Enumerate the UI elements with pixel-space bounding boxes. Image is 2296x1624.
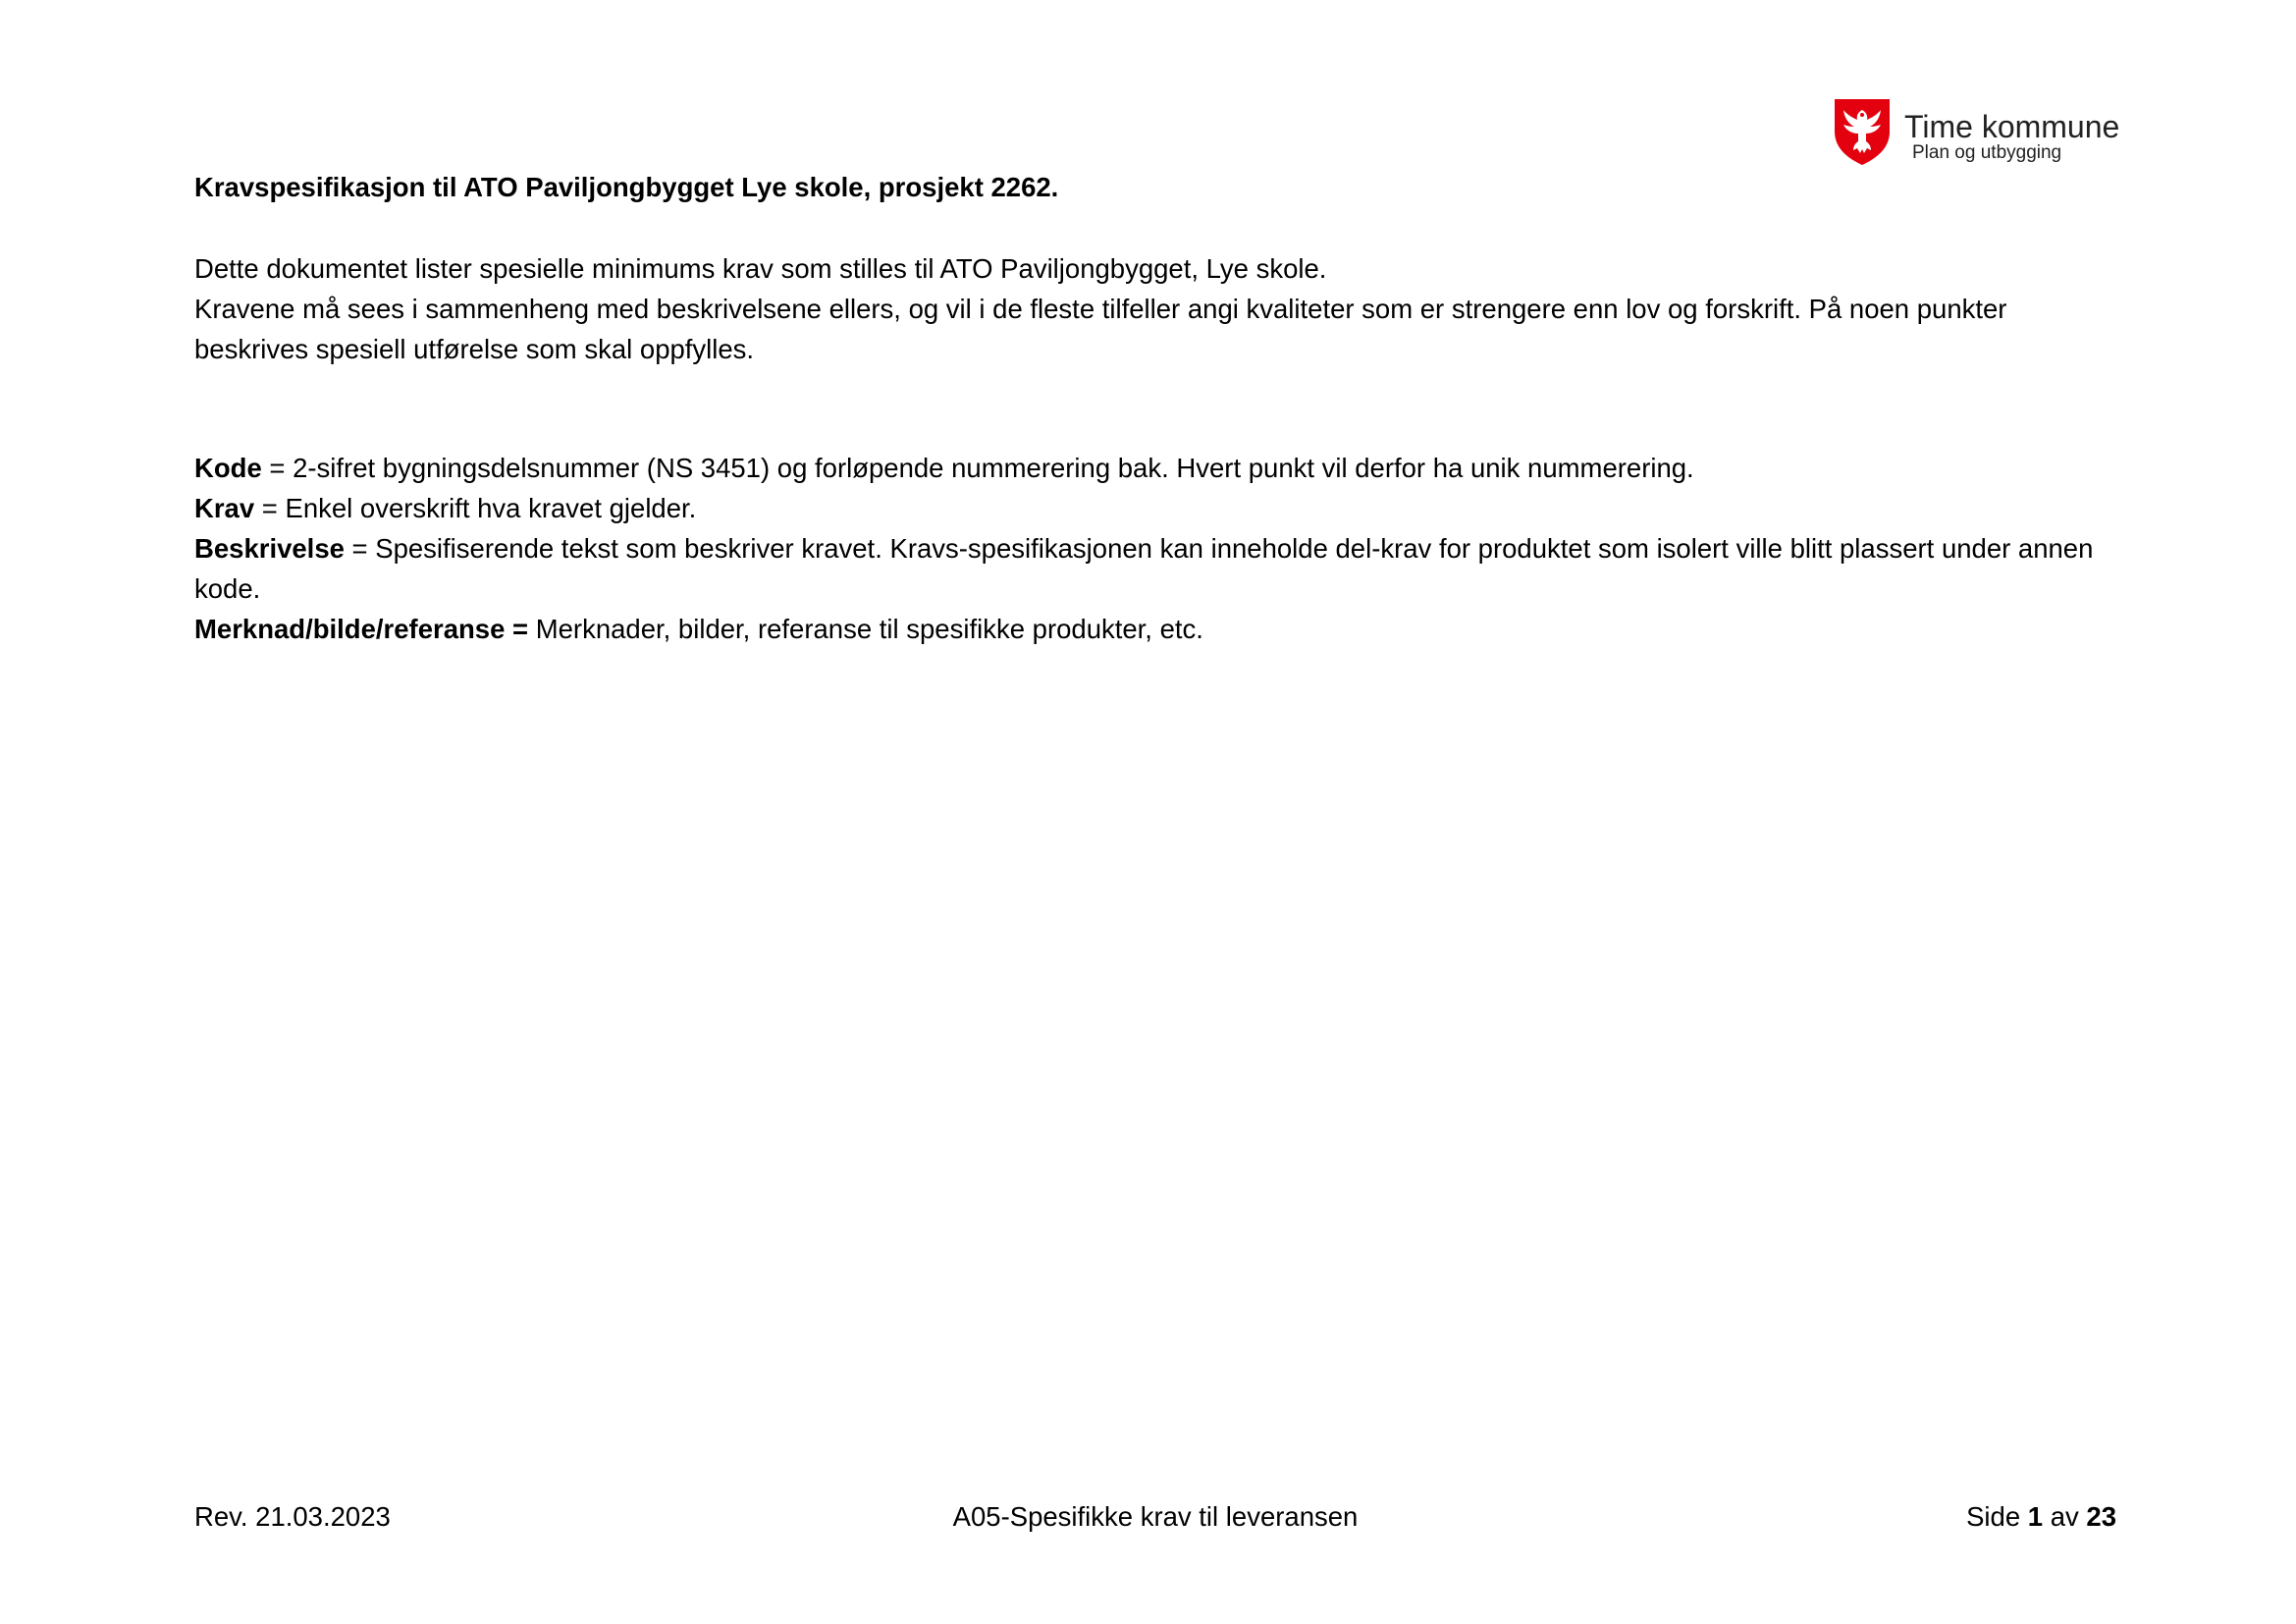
intro-paragraph-1: Dette dokumentet lister spesielle minimums krav som stilles til ATO Paviljongbygget, Lye skole. xyxy=(194,253,1327,284)
page-prefix: Side xyxy=(1966,1501,2028,1532)
page-current: 1 xyxy=(2027,1501,2044,1532)
footer-document-name: A05-Spesifikke krav til leveransen xyxy=(952,1501,1359,1532)
definition-term: Merknad/bilde/referanse = xyxy=(194,614,529,644)
definition-term: Krav xyxy=(194,493,255,523)
page-footer xyxy=(194,1496,2116,1537)
logo-subtitle: Plan og utbygging xyxy=(1912,142,2062,163)
definition-text: Enkel overskrift hva kravet gjelder. xyxy=(285,493,697,523)
definition-term: Kode xyxy=(194,453,262,483)
intro-paragraph-2: Kravene må sees i sammenheng med beskrivelsene ellers, og vil i de fleste tilfeller angi kvaliteter som er strengere enn lov og forskrift. På noen punkter beskrives spesiell utførelse som skal oppfylles. xyxy=(194,294,2007,364)
definition-term: Beskrivelse xyxy=(194,533,345,564)
document-title: Kravspesifikasjon til ATO Paviljongbygget Lye skole, prosjekt 2262. xyxy=(194,172,1059,202)
definition-separator: = xyxy=(254,493,286,523)
definition-separator: = xyxy=(261,453,294,483)
definition-item xyxy=(194,609,2118,649)
document-body xyxy=(194,167,2118,649)
definition-item xyxy=(194,488,2118,528)
definition-text: Merknader, bilder, referanse til spesifikke produkter, etc. xyxy=(535,614,1203,644)
definition-item xyxy=(194,448,2118,488)
definition-text: Spesifiserende tekst som beskriver kravet. Kravs-spesifikasjonen kan inneholde del-krav for produktet som isolert ville blitt plassert under annen kode. xyxy=(194,533,2094,604)
revision-date: Rev. 21.03.2023 xyxy=(194,1501,391,1532)
intro-section xyxy=(194,248,2118,369)
page-mid: av xyxy=(2043,1501,2087,1532)
definition-item xyxy=(194,528,2118,609)
page-number xyxy=(1966,1496,2116,1537)
definitions-list xyxy=(194,448,2118,649)
definition-separator xyxy=(528,614,536,644)
definition-separator: = xyxy=(344,533,376,564)
red-shield-bird-crest-icon xyxy=(1832,96,1893,167)
definition-text: 2-sifret bygningsdelsnummer (NS 3451) og forløpende nummerering bak. Hvert punkt vil derfor ha unik nummerering. xyxy=(293,453,1694,483)
time-kommune-logo xyxy=(1832,96,2120,170)
page-total: 23 xyxy=(2086,1501,2116,1532)
logo-name: Time kommune xyxy=(1904,109,2120,144)
